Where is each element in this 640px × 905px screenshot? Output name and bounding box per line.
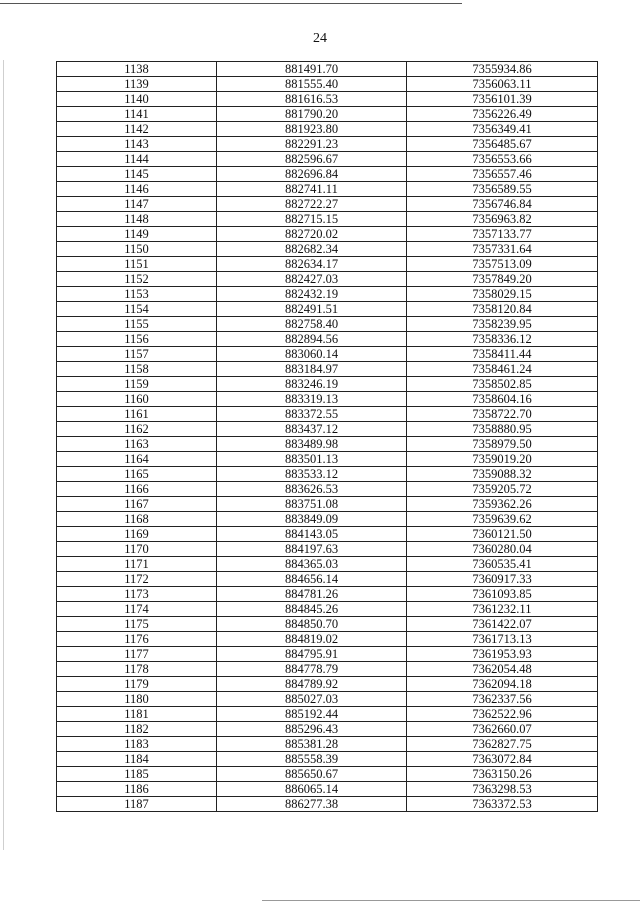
x-coordinate-cell: 882722.27	[217, 197, 407, 212]
table-row	[57, 527, 598, 542]
x-coordinate-cell: 882715.15	[217, 212, 407, 227]
point-number-cell: 1157	[57, 347, 217, 362]
x-coordinate-cell: 884143.05	[217, 527, 407, 542]
point-number-cell: 1158	[57, 362, 217, 377]
x-coordinate-cell: 883372.55	[217, 407, 407, 422]
table-row	[57, 182, 598, 197]
point-number-cell: 1156	[57, 332, 217, 347]
table-row	[57, 767, 598, 782]
table-row	[57, 62, 598, 77]
point-number-cell: 1175	[57, 617, 217, 632]
table-row	[57, 92, 598, 107]
table-row	[57, 512, 598, 527]
point-number-cell: 1167	[57, 497, 217, 512]
point-number-cell: 1162	[57, 422, 217, 437]
y-coordinate-cell: 7361713.13	[407, 632, 598, 647]
y-coordinate-cell: 7360917.33	[407, 572, 598, 587]
point-number-cell: 1144	[57, 152, 217, 167]
table-row	[57, 647, 598, 662]
x-coordinate-cell: 884850.70	[217, 617, 407, 632]
y-coordinate-cell: 7356349.41	[407, 122, 598, 137]
y-coordinate-cell: 7358461.24	[407, 362, 598, 377]
point-number-cell: 1178	[57, 662, 217, 677]
x-coordinate-cell: 881616.53	[217, 92, 407, 107]
point-number-cell: 1138	[57, 62, 217, 77]
x-coordinate-cell: 884789.92	[217, 677, 407, 692]
point-number-cell: 1159	[57, 377, 217, 392]
table-row	[57, 407, 598, 422]
point-number-cell: 1168	[57, 512, 217, 527]
x-coordinate-cell: 883501.13	[217, 452, 407, 467]
y-coordinate-cell: 7355934.86	[407, 62, 598, 77]
table-row	[57, 632, 598, 647]
point-number-cell: 1180	[57, 692, 217, 707]
x-coordinate-cell: 883533.12	[217, 467, 407, 482]
point-number-cell: 1154	[57, 302, 217, 317]
y-coordinate-cell: 7359088.32	[407, 467, 598, 482]
table-row	[57, 497, 598, 512]
y-coordinate-cell: 7356226.49	[407, 107, 598, 122]
table-row	[57, 572, 598, 587]
x-coordinate-cell: 886065.14	[217, 782, 407, 797]
table-row	[57, 122, 598, 137]
x-coordinate-cell: 883246.19	[217, 377, 407, 392]
table-row	[57, 107, 598, 122]
x-coordinate-cell: 882291.23	[217, 137, 407, 152]
point-number-cell: 1186	[57, 782, 217, 797]
x-coordinate-cell: 882634.17	[217, 257, 407, 272]
table-row	[57, 707, 598, 722]
y-coordinate-cell: 7363298.53	[407, 782, 598, 797]
y-coordinate-cell: 7361953.93	[407, 647, 598, 662]
y-coordinate-cell: 7359639.62	[407, 512, 598, 527]
y-coordinate-cell: 7361422.07	[407, 617, 598, 632]
y-coordinate-cell: 7356063.11	[407, 77, 598, 92]
y-coordinate-cell: 7358979.50	[407, 437, 598, 452]
top-rule	[0, 3, 462, 4]
x-coordinate-cell: 884656.14	[217, 572, 407, 587]
y-coordinate-cell: 7361232.11	[407, 602, 598, 617]
table-row	[57, 737, 598, 752]
point-number-cell: 1184	[57, 752, 217, 767]
x-coordinate-cell: 883437.12	[217, 422, 407, 437]
y-coordinate-cell: 7363372.53	[407, 797, 598, 812]
y-coordinate-cell: 7362054.48	[407, 662, 598, 677]
point-number-cell: 1183	[57, 737, 217, 752]
page-number: 24	[313, 31, 327, 46]
point-number-cell: 1166	[57, 482, 217, 497]
x-coordinate-cell: 885650.67	[217, 767, 407, 782]
point-number-cell: 1182	[57, 722, 217, 737]
y-coordinate-cell: 7356485.67	[407, 137, 598, 152]
y-coordinate-cell: 7357849.20	[407, 272, 598, 287]
point-number-cell: 1176	[57, 632, 217, 647]
table-row	[57, 302, 598, 317]
x-coordinate-cell: 883626.53	[217, 482, 407, 497]
table-row	[57, 212, 598, 227]
table-row	[57, 257, 598, 272]
x-coordinate-cell: 881790.20	[217, 107, 407, 122]
table-row	[57, 542, 598, 557]
x-coordinate-cell: 886277.38	[217, 797, 407, 812]
left-margin-line	[3, 60, 4, 850]
x-coordinate-cell: 881923.80	[217, 122, 407, 137]
x-coordinate-cell: 885192.44	[217, 707, 407, 722]
x-coordinate-cell: 882596.67	[217, 152, 407, 167]
point-number-cell: 1181	[57, 707, 217, 722]
table-row	[57, 692, 598, 707]
point-number-cell: 1171	[57, 557, 217, 572]
y-coordinate-cell: 7356589.55	[407, 182, 598, 197]
table-row	[57, 557, 598, 572]
point-number-cell: 1149	[57, 227, 217, 242]
x-coordinate-cell: 882741.11	[217, 182, 407, 197]
y-coordinate-cell: 7356557.46	[407, 167, 598, 182]
x-coordinate-cell: 884197.63	[217, 542, 407, 557]
table-row	[57, 227, 598, 242]
table-row	[57, 677, 598, 692]
y-coordinate-cell: 7359019.20	[407, 452, 598, 467]
point-number-cell: 1172	[57, 572, 217, 587]
point-number-cell: 1148	[57, 212, 217, 227]
y-coordinate-cell: 7357513.09	[407, 257, 598, 272]
x-coordinate-cell: 885558.39	[217, 752, 407, 767]
point-number-cell: 1165	[57, 467, 217, 482]
y-coordinate-cell: 7360121.50	[407, 527, 598, 542]
point-number-cell: 1155	[57, 317, 217, 332]
x-coordinate-cell: 884781.26	[217, 587, 407, 602]
y-coordinate-cell: 7363150.26	[407, 767, 598, 782]
y-coordinate-cell: 7358239.95	[407, 317, 598, 332]
table-row	[57, 482, 598, 497]
table-row	[57, 422, 598, 437]
point-number-cell: 1145	[57, 167, 217, 182]
x-coordinate-cell: 883489.98	[217, 437, 407, 452]
coordinates-table	[56, 61, 598, 812]
x-coordinate-cell: 882696.84	[217, 167, 407, 182]
y-coordinate-cell: 7356553.66	[407, 152, 598, 167]
x-coordinate-cell: 882720.02	[217, 227, 407, 242]
y-coordinate-cell: 7358336.12	[407, 332, 598, 347]
table-row	[57, 617, 598, 632]
point-number-cell: 1164	[57, 452, 217, 467]
y-coordinate-cell: 7360280.04	[407, 542, 598, 557]
y-coordinate-cell: 7362827.75	[407, 737, 598, 752]
point-number-cell: 1179	[57, 677, 217, 692]
point-number-cell: 1173	[57, 587, 217, 602]
table-row	[57, 362, 598, 377]
table-row	[57, 77, 598, 92]
y-coordinate-cell: 7358722.70	[407, 407, 598, 422]
y-coordinate-cell: 7358411.44	[407, 347, 598, 362]
table-row	[57, 797, 598, 812]
x-coordinate-cell: 881491.70	[217, 62, 407, 77]
point-number-cell: 1151	[57, 257, 217, 272]
point-number-cell: 1185	[57, 767, 217, 782]
x-coordinate-cell: 882758.40	[217, 317, 407, 332]
table-row	[57, 392, 598, 407]
x-coordinate-cell: 884795.91	[217, 647, 407, 662]
y-coordinate-cell: 7358604.16	[407, 392, 598, 407]
point-number-cell: 1187	[57, 797, 217, 812]
y-coordinate-cell: 7357133.77	[407, 227, 598, 242]
y-coordinate-cell: 7362094.18	[407, 677, 598, 692]
y-coordinate-cell: 7359205.72	[407, 482, 598, 497]
table-row	[57, 377, 598, 392]
point-number-cell: 1153	[57, 287, 217, 302]
x-coordinate-cell: 882427.03	[217, 272, 407, 287]
y-coordinate-cell: 7356746.84	[407, 197, 598, 212]
y-coordinate-cell: 7360535.41	[407, 557, 598, 572]
point-number-cell: 1147	[57, 197, 217, 212]
point-number-cell: 1150	[57, 242, 217, 257]
x-coordinate-cell: 883751.08	[217, 497, 407, 512]
x-coordinate-cell: 885027.03	[217, 692, 407, 707]
x-coordinate-cell: 884819.02	[217, 632, 407, 647]
y-coordinate-cell: 7356963.82	[407, 212, 598, 227]
y-coordinate-cell: 7361093.85	[407, 587, 598, 602]
x-coordinate-cell: 884365.03	[217, 557, 407, 572]
point-number-cell: 1143	[57, 137, 217, 152]
y-coordinate-cell: 7359362.26	[407, 497, 598, 512]
point-number-cell: 1142	[57, 122, 217, 137]
x-coordinate-cell: 881555.40	[217, 77, 407, 92]
x-coordinate-cell: 884778.79	[217, 662, 407, 677]
point-number-cell: 1140	[57, 92, 217, 107]
y-coordinate-cell: 7362522.96	[407, 707, 598, 722]
table-row	[57, 347, 598, 362]
point-number-cell: 1161	[57, 407, 217, 422]
bottom-rule	[262, 900, 640, 901]
point-number-cell: 1170	[57, 542, 217, 557]
table-row	[57, 467, 598, 482]
coordinates-table-body	[57, 62, 598, 812]
point-number-cell: 1141	[57, 107, 217, 122]
y-coordinate-cell: 7358120.84	[407, 302, 598, 317]
x-coordinate-cell: 883849.09	[217, 512, 407, 527]
table-row	[57, 167, 598, 182]
y-coordinate-cell: 7356101.39	[407, 92, 598, 107]
table-row	[57, 782, 598, 797]
x-coordinate-cell: 883060.14	[217, 347, 407, 362]
point-number-cell: 1146	[57, 182, 217, 197]
y-coordinate-cell: 7358502.85	[407, 377, 598, 392]
table-row	[57, 152, 598, 167]
x-coordinate-cell: 882432.19	[217, 287, 407, 302]
table-row	[57, 272, 598, 287]
point-number-cell: 1174	[57, 602, 217, 617]
table-row	[57, 722, 598, 737]
point-number-cell: 1139	[57, 77, 217, 92]
table-row	[57, 452, 598, 467]
x-coordinate-cell: 882894.56	[217, 332, 407, 347]
x-coordinate-cell: 884845.26	[217, 602, 407, 617]
table-row	[57, 602, 598, 617]
table-row	[57, 662, 598, 677]
table-row	[57, 197, 598, 212]
x-coordinate-cell: 882682.34	[217, 242, 407, 257]
table-row	[57, 242, 598, 257]
table-row	[57, 332, 598, 347]
point-number-cell: 1152	[57, 272, 217, 287]
x-coordinate-cell: 883319.13	[217, 392, 407, 407]
table-row	[57, 587, 598, 602]
y-coordinate-cell: 7363072.84	[407, 752, 598, 767]
table-row	[57, 137, 598, 152]
point-number-cell: 1177	[57, 647, 217, 662]
x-coordinate-cell: 882491.51	[217, 302, 407, 317]
point-number-cell: 1163	[57, 437, 217, 452]
x-coordinate-cell: 885296.43	[217, 722, 407, 737]
table-row	[57, 752, 598, 767]
x-coordinate-cell: 885381.28	[217, 737, 407, 752]
point-number-cell: 1169	[57, 527, 217, 542]
table-row	[57, 437, 598, 452]
y-coordinate-cell: 7362337.56	[407, 692, 598, 707]
x-coordinate-cell: 883184.97	[217, 362, 407, 377]
table-row	[57, 287, 598, 302]
y-coordinate-cell: 7362660.07	[407, 722, 598, 737]
y-coordinate-cell: 7357331.64	[407, 242, 598, 257]
y-coordinate-cell: 7358880.95	[407, 422, 598, 437]
table-row	[57, 317, 598, 332]
y-coordinate-cell: 7358029.15	[407, 287, 598, 302]
point-number-cell: 1160	[57, 392, 217, 407]
